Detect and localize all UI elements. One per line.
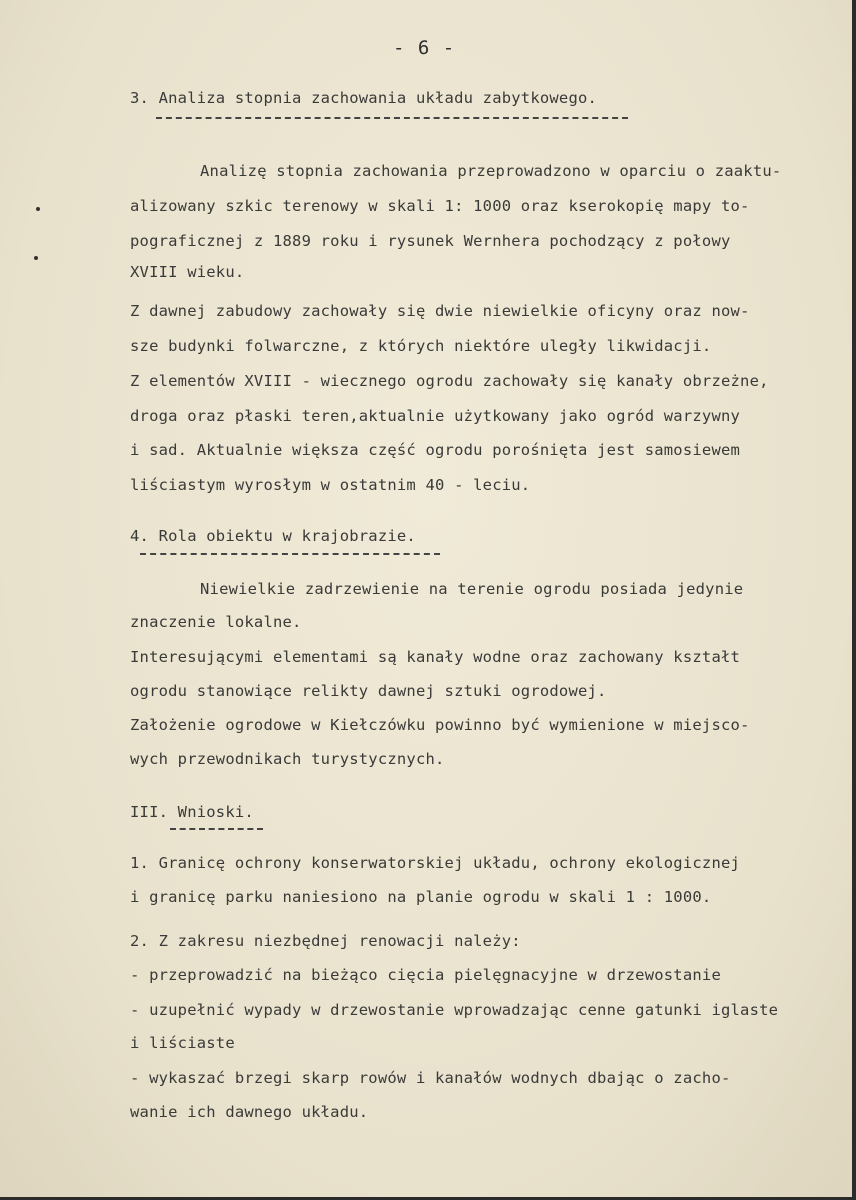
section-3-underline: [156, 117, 628, 121]
paragraph-line: Z dawnej zabudowy zachowały się dwie niewielkie oficyny oraz now-: [130, 302, 750, 320]
margin-mark: [34, 256, 38, 260]
paragraph-line: wych przewodnikach turystycznych.: [130, 750, 445, 768]
paragraph-line: sze budynki folwarczne, z których niektóre uległy likwidacji.: [130, 337, 712, 355]
section-3-heading: 3. Analiza stopnia zachowania układu zabytkowego.: [130, 89, 598, 107]
list-line: 2. Z zakresu niezbędnej renowacji należy:: [130, 932, 521, 950]
paragraph-line: pograficznej z 1889 roku i rysunek Wernhera pochodzący z połowy: [130, 232, 731, 250]
paragraph-line: Z elementów XVIII - wiecznego ogrodu zachowały się kanały obrzeżne,: [130, 372, 769, 390]
margin-mark: [36, 207, 40, 211]
list-line: 1. Granicę ochrony konserwatorskiej układu, ochrony ekologicznej: [130, 854, 741, 872]
section-4-underline: [140, 553, 440, 557]
paragraph-line: Analizę stopnia zachowania przeprowadzono w oparciu o zaaktu-: [200, 162, 782, 180]
list-line: wanie ich dawnego układu.: [130, 1103, 369, 1121]
list-line: - wykaszać brzegi skarp rowów i kanałów wodnych dbając o zacho-: [130, 1069, 731, 1087]
scan-edge-right: [852, 0, 856, 1200]
section-4-heading: 4. Rola obiektu w krajobrazie.: [130, 527, 416, 545]
paragraph-line: i sad. Aktualnie większa część ogrodu porośnięta jest samosiewem: [130, 441, 741, 459]
paragraph-line: ogrodu stanowiące relikty dawnej sztuki ogrodowej.: [130, 682, 607, 700]
page-number: - 6 -: [393, 37, 456, 59]
paragraph-line: liściastym wyrosłym w ostatnim 40 - leciu.: [130, 476, 531, 494]
list-line: - przeprowadzić na bieżąco cięcia pielęgnacyjne w drzewostanie: [130, 966, 721, 984]
list-line: i liściaste: [130, 1034, 235, 1052]
section-iii-heading: III. Wnioski.: [130, 803, 254, 821]
paragraph-line: znaczenie lokalne.: [130, 613, 302, 631]
section-iii-underline: [170, 828, 263, 832]
paragraph-line: XVIII wieku.: [130, 263, 245, 281]
list-line: - uzupełnić wypady w drzewostanie wprowadzając cenne gatunki iglaste: [130, 1001, 779, 1019]
paragraph-line: alizowany szkic terenowy w skali 1: 1000 oraz kserokopię mapy to-: [130, 197, 750, 215]
paragraph-line: Interesującymi elementami są kanały wodne oraz zachowany kształt: [130, 648, 741, 666]
paragraph-line: Niewielkie zadrzewienie na terenie ogrodu posiada jedynie: [200, 580, 744, 598]
paragraph-line: Założenie ogrodowe w Kiełczówku powinno być wymienione w miejsco-: [130, 716, 750, 734]
list-line: i granicę parku naniesiono na planie ogrodu w skali 1 : 1000.: [130, 888, 712, 906]
paragraph-line: droga oraz płaski teren,aktualnie użytkowany jako ogród warzywny: [130, 407, 741, 425]
